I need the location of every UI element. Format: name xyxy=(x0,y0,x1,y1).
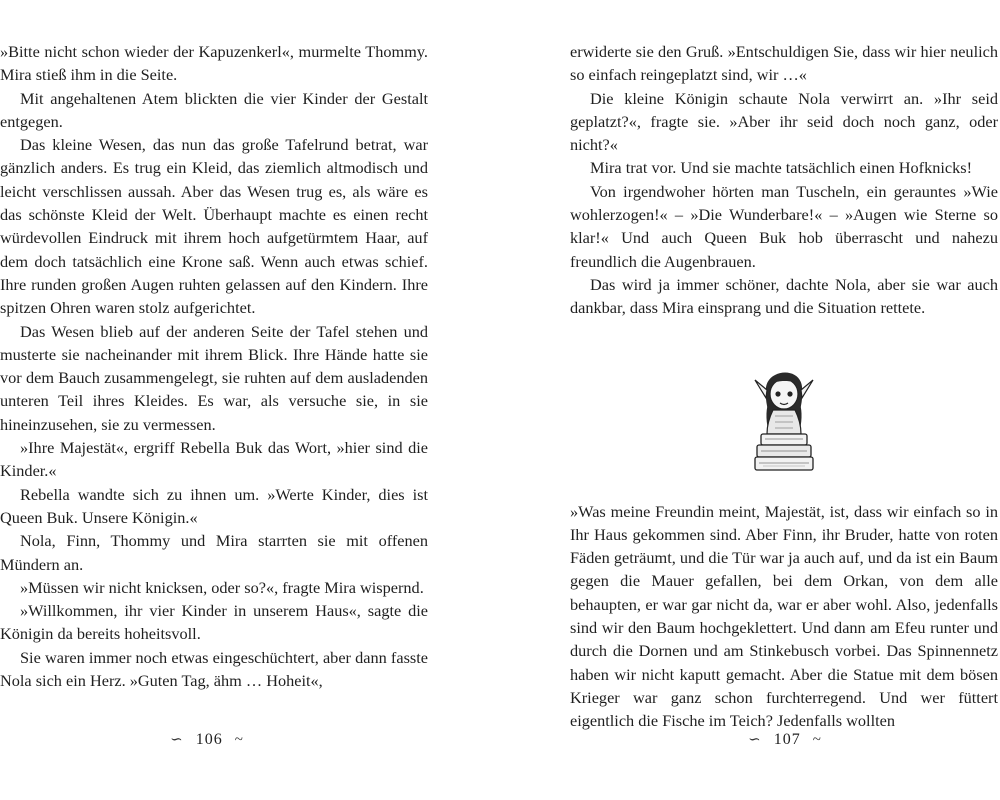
paragraph: Mit angehaltenen Atem blickten die vier Kinder der Gestalt entgegen. xyxy=(0,88,428,131)
folio-ornament: ~ xyxy=(812,732,822,748)
paragraph: Mira trat vor. Und sie machte tatsächlich einen Hofknicks! xyxy=(590,158,973,178)
paragraph: Die kleine Königin schaute Nola verwirrt an. »Ihr seid geplatzt?«, fragte sie. »Aber ihr seid doch noch ganz, oder nicht?« xyxy=(570,88,998,155)
right-page xyxy=(570,40,998,733)
paragraph: Das kleine Wesen, das nun das große Tafelrund betrat, war gänzlich anders. Es trug ein Kleid, das ziemlich altmodisch und leicht verschlissen aussah. Aber das Wesen trug es, als wäre es das schönste Kleid der Welt. Überhaupt machte es einen recht würdevollen Eindruck mit ihrem hoch aufgetürmtem Haar, auf dem doch tatsächlich eine Krone saß. Wenn auch etwas schief. Ihre runden großen Augen ruhten gelassen auf den Kindern. Ihre spitzen Ohren waren stolz aufgerichtet. xyxy=(0,135,428,318)
paragraph: »Bitte nicht schon wieder der Kapuzenkerl«, murmelte Thommy. Mira stieß ihm in die Seite. xyxy=(0,42,428,85)
paragraph: Nola, Finn, Thommy und Mira starrten sie mit offenen Mündern an. xyxy=(0,531,428,574)
paragraph: Das wird ja immer schöner, dachte Nola, aber sie war auch dankbar, dass Mira einsprang und die Situation rettete. xyxy=(570,274,998,318)
paragraph: Das Wesen blieb auf der anderen Seite der Tafel stehen und musterte sie nacheinander mit ihrem Blick. Ihre Hände hatte sie vor dem Bauch zusammengelegt, sie ruhten auf dem ausladenden unteren Teil ihres Kleides. Es war, als versuche sie, in sie hineinzusehen, sie zu vermessen. xyxy=(0,321,428,434)
folio-ornament: ∽ xyxy=(748,732,762,748)
paragraph: erwiderte sie den Gruß. »Entschuldigen Sie, dass wir hier neulich so einfach reingeplatzt sind, wir …« xyxy=(570,42,998,85)
page-number-left xyxy=(147,730,267,749)
paragraph: »Müssen wir nicht knicksen, oder so?«, fragte Mira wispernd. xyxy=(20,577,424,597)
paragraph: »Willkommen, ihr vier Kinder in unserem Haus«, sagte die Königin da bereits hoheitsvoll. xyxy=(0,601,428,644)
paragraph: Sie waren immer noch etwas eingeschüchtert, aber dann fasste Nola sich ein Herz. »Guten Tag, ähm … Hoheit«, xyxy=(0,647,428,691)
paragraph: Rebella wandte sich zu ihnen um. »Werte Kinder, dies ist Queen Buk. Unsere Königin.« xyxy=(0,484,428,527)
paragraph: »Was meine Freundin meint, Majestät, ist, dass wir einfach so in Ihr Haus gekommen sind. Aber Finn, ihr Bruder, hatte von roten Fäden geträumt, und die Tür war ja auch auf, und da ist ein Baum gegen die Mauer gefallen, bei dem Orkan, von dem alle behaupten, er war gar nicht da, war er aber wohl. Also, jedenfalls sind wir den Baum hochgeklettert. Und dann am Efeu runter und durch die Dornen und am Stinkebusch vorbei. Das Spinnennetz haben wir nicht kaputt gemacht. Aber die Statue mit dem bösen Krieger war ganz schon furchterregend. Und wer füttert eigentlich die Fische im Teich? Jedenfalls wollten xyxy=(570,501,998,731)
paragraph: Von irgendwoher hörten man Tuscheln, ein geraunte​s »Wie wohlerzogen!« – »Die Wunderbare!« – »Augen wie Sterne so klar!« Und auch Queen Buk hob überrascht und nahezu freundlich die Augenbrauen. xyxy=(570,181,998,271)
page-number-right xyxy=(725,730,845,749)
folio-ornament: ~ xyxy=(234,732,244,748)
folio-ornament: ∽ xyxy=(170,732,184,748)
girl-sitting-on-books-illustration xyxy=(739,354,829,472)
left-page xyxy=(0,40,428,692)
page-number: 106 xyxy=(195,731,223,748)
paragraph: »Ihre Majestät«, ergriff Rebella Buk das Wort, »hier sind die Kinder.« xyxy=(0,438,428,481)
page-number: 107 xyxy=(773,731,801,748)
